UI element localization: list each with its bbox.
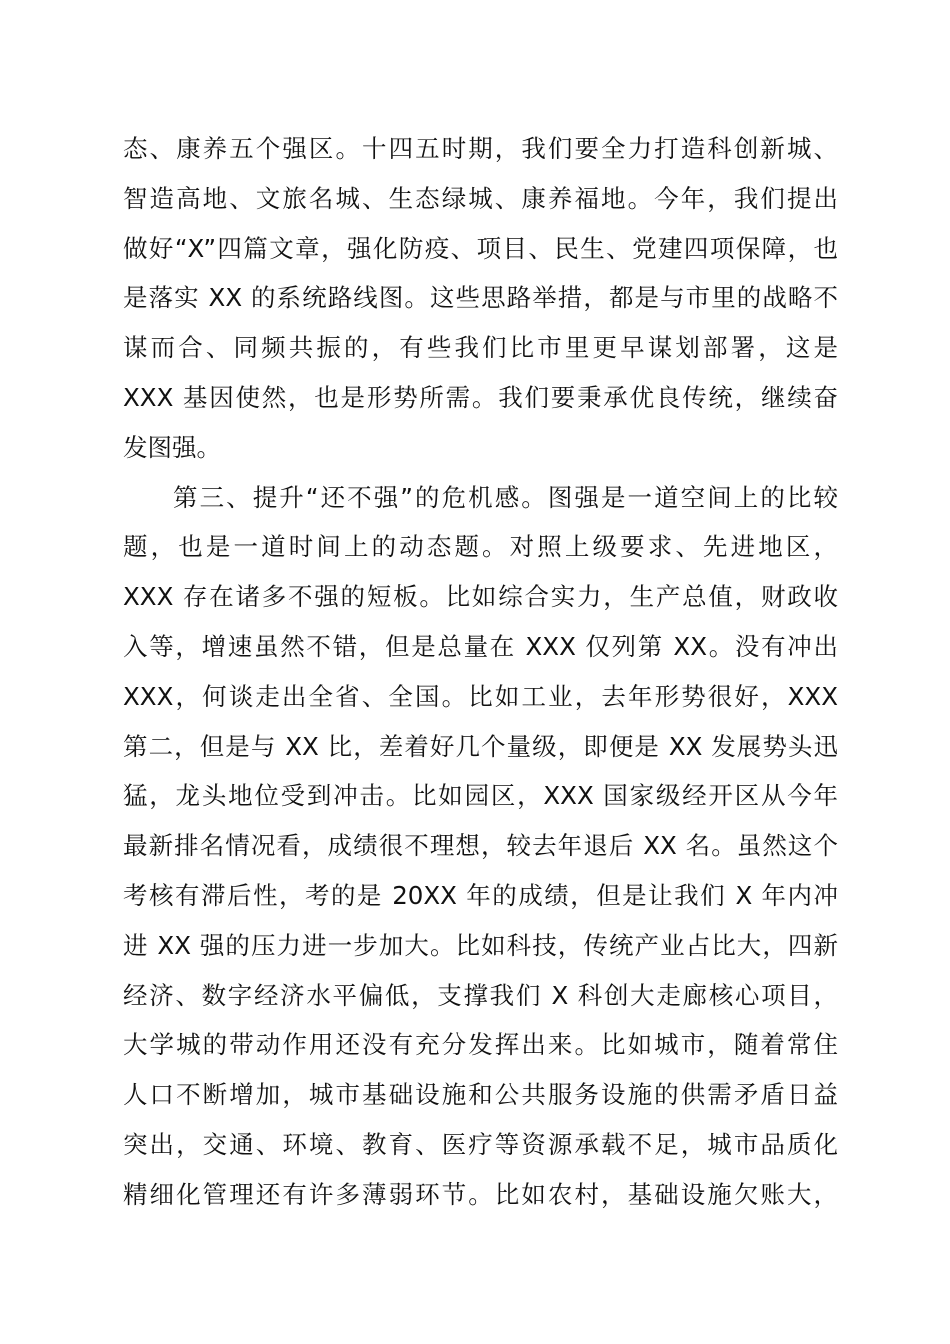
text-line: 精细化管理还有许多薄弱环节。比如农村，基础设施欠账大，	[123, 1179, 838, 1209]
paragraph-2	[123, 473, 838, 1220]
text-line: XXX 基因使然，也是形势所需。我们要秉承优良传统，继续奋	[123, 382, 838, 412]
text-line: 大学城的带动作用还没有充分发挥出来。比如城市，随着常住	[123, 1030, 838, 1060]
text-line: 最新排名情况看，成绩很不理想，较去年退后 XX 名。虽然这个	[123, 831, 838, 861]
text-line: 态、康养五个强区。十四五时期，我们要全力打造科创新城、	[123, 134, 838, 163]
text-line: 是落实 XX 的系统路线图。这些思路举措，都是与市里的战略不	[123, 283, 838, 313]
text-line: 智造高地、文旅名城、生态绿城、康养福地。今年，我们提出	[123, 183, 838, 213]
text-line: 经济、数字经济水平偏低，支撑我们 X 科创大走廊核心项目，	[123, 980, 838, 1010]
text-line: 题，也是一道时间上的动态题。对照上级要求、先进地区，	[123, 532, 838, 562]
paragraph-1	[123, 124, 838, 473]
text-line: 第三、提升“还不强”的危机感。图强是一道空间上的比较	[173, 482, 838, 512]
text-line: 进 XX 强的压力进一步加大。比如科技，传统产业占比大，四新	[123, 930, 838, 960]
document-body	[123, 124, 838, 1220]
text-line: 入等，增速虽然不错，但是总量在 XXX 仅列第 XX。没有冲出	[123, 631, 838, 661]
text-line: XXX，何谈走出全省、全国。比如工业，去年形势很好，XXX	[123, 681, 838, 711]
text-line: 谋而合、同频共振的，有些我们比市里更早谋划部署，这是	[123, 333, 838, 363]
text-line: 人口不断增加，城市基础设施和公共服务设施的供需矛盾日益	[123, 1080, 838, 1110]
text-line: XXX 存在诸多不强的短板。比如综合实力，生产总值，财政收	[123, 582, 838, 612]
text-line: 猛，龙头地位受到冲击。比如园区，XXX 国家级经开区从今年	[123, 781, 838, 811]
text-line: 发图强。	[123, 432, 221, 462]
text-line: 考核有滞后性，考的是 20XX 年的成绩，但是让我们 X 年内冲	[123, 880, 838, 910]
text-line: 突出，交通、环境、教育、医疗等资源承载不足，城市品质化	[123, 1129, 838, 1159]
text-line: 第二，但是与 XX 比，差着好几个量级，即便是 XX 发展势头迅	[123, 731, 838, 761]
text-line: 做好“X”四篇文章，强化防疫、项目、民生、党建四项保障，也	[123, 233, 838, 263]
